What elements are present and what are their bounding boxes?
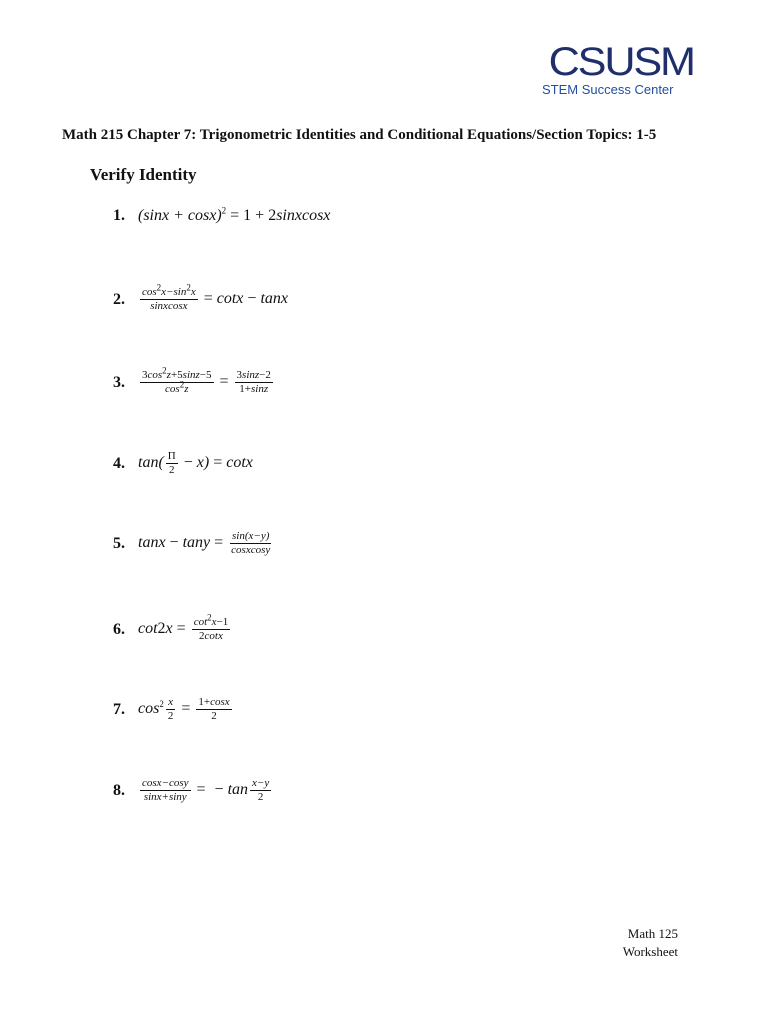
problem-8	[113, 777, 273, 804]
problem-number: 6.	[113, 620, 125, 638]
problem-2	[113, 282, 288, 313]
logo-subtitle: STEM Success Center	[542, 82, 674, 97]
problem-expression: $(\sin x + \cos x)^2 = 1$ + 2sinxcosx	[138, 205, 331, 224]
problem-number: 4.	[113, 454, 125, 472]
problem-number: 7.	[113, 700, 125, 718]
problem-number: 3.	[113, 373, 125, 391]
problem-3	[113, 365, 275, 396]
problem-expression: $\frac{\cos x-\cos y}{\sin x+\sin y}$ = − tan $\frac{x-y}{2}$	[142, 777, 270, 803]
page-footer	[623, 925, 678, 961]
problem-number: 8.	[113, 781, 125, 799]
problem-7	[113, 696, 234, 723]
csusm-logo	[540, 40, 694, 97]
problem-6	[113, 612, 232, 643]
problem-number: 1.	[113, 207, 125, 224]
problem-number: 2.	[113, 290, 125, 308]
logo-wordmark: CSUSM	[548, 40, 694, 84]
problem-expression: tanx − tany = $\frac{\sin(x-y)}{\text{cosxcosy}}$	[138, 530, 271, 556]
document-title: Math 215 Chapter 7: Trigonometric Identities and Conditional Equations/Section Topics: 1-5	[62, 127, 657, 143]
section-heading: Verify Identity	[90, 165, 197, 184]
problem-5	[113, 530, 274, 557]
footer-label: Worksheet	[622, 944, 678, 959]
problem-expression: $\frac{\cos^2x-\sin^2x}{\text{sinxcosx}}$ = cotx − tanx	[142, 282, 288, 312]
problem-expression: $\cos^2$ $\frac{x}{2}$ = $\frac{1+\cos x}{2}$	[138, 696, 230, 722]
problem-expression: cot2x = $\frac{\cot^2x-1}{2\cot x}$	[138, 612, 229, 642]
problem-1	[113, 207, 330, 225]
footer-course: Math 125	[627, 926, 678, 941]
problem-expression: $\frac{3\cos^2z+5\sin z-5}{\cos^2z}$ = $\frac{3\sin z-2}{1+\sin z}$	[142, 365, 271, 395]
problem-4	[113, 450, 253, 477]
problem-expression: tan( $\frac{\Pi}{2}$ − x) = cotx	[138, 450, 253, 476]
problem-number: 5.	[113, 534, 125, 552]
